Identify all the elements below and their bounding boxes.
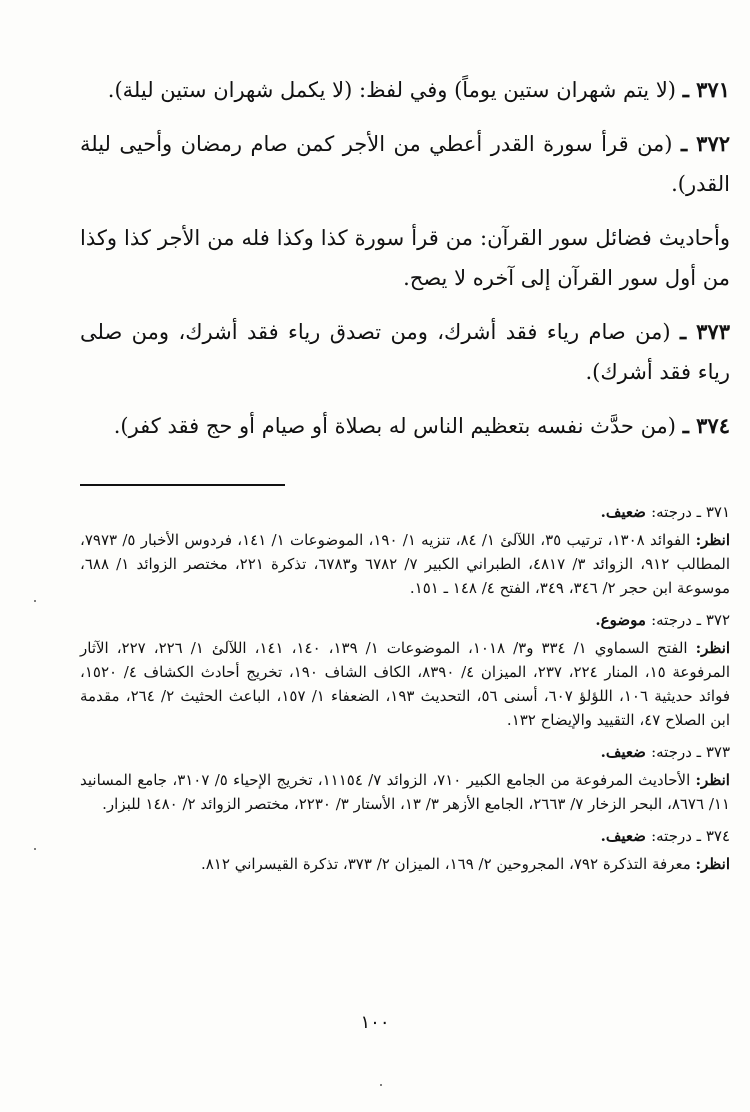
- paragraph-text: (من حدَّث نفسه بتعظيم الناس له بصلاة أو صيام أو حج فقد كفر).: [113, 414, 683, 438]
- paragraph-text: (من صام رياء فقد أشرك، ومن تصدق رياء فقد أشرك، ومن صلى رياء فقد أشرك).: [80, 320, 730, 384]
- footnote-number: ٣٧٤ ـ درجته:: [651, 827, 730, 845]
- footnote-grade: ضعيف.: [600, 503, 652, 521]
- footnotes: [80, 500, 730, 876]
- footnote-divider: [80, 484, 285, 486]
- paragraph-text: (لا يتم شهران ستين يوماً) وفي لفظ: (لا يكمل شهران ستين ليلة).: [107, 78, 683, 102]
- hadith-number: ٣٧٤ ـ: [682, 413, 730, 438]
- footnote-grade: ضعيف.: [600, 827, 652, 845]
- paragraph-fadail: [80, 218, 730, 298]
- paragraph-371: [80, 70, 730, 110]
- scan-speck: [380, 1084, 382, 1086]
- page-number: ١٠٠: [360, 1012, 390, 1033]
- footnote-number: ٣٧٢ ـ درجته:: [651, 611, 730, 629]
- footnote-372: [80, 608, 730, 732]
- paragraph-373: [80, 312, 730, 392]
- footnote-grade: ضعيف.: [600, 743, 652, 761]
- footnote-371: [80, 500, 730, 600]
- paragraph-374: [80, 406, 730, 446]
- hadith-number: ٣٧٢ ـ: [680, 131, 731, 156]
- hadith-number: ٣٧٣ ـ: [679, 319, 730, 344]
- page-content: [80, 70, 730, 884]
- footnote-number: ٣٧٣ ـ درجته:: [651, 743, 730, 761]
- scan-speck: [34, 600, 36, 602]
- footnote-373: [80, 740, 730, 816]
- footnote-sources: الأحاديث المرفوعة من الجامع الكبير ٧١٠، الزوائد ٧/ ١١١٥٤، تخريج الإحياء ٥/ ٣١٠٧، جامع المسانيد ١١/ ٨٦٧٦، البحر الزخار ٧/ ٢٦٦٣، الجامع الأزهر ٣/ ١٣، الأستار ٣/ ٢٢٣٠، مختصر الزوائد ٢/ ١٤٨٠ للبزار.: [80, 771, 730, 813]
- paragraph-372: [80, 124, 730, 204]
- footnote-divider-wrap: [80, 460, 730, 500]
- footnote-label: انظر:: [695, 855, 730, 873]
- footnote-374: [80, 824, 730, 876]
- footnote-label: انظر:: [695, 771, 730, 789]
- main-text: [80, 70, 730, 446]
- footnote-number: ٣٧١ ـ درجته:: [651, 503, 730, 521]
- paragraph-text: وأحاديث فضائل سور القرآن: من قرأ سورة كذا وكذا فله من الأجر كذا وكذا من أول سور القرآن إلى آخره لا يصح.: [80, 226, 730, 290]
- footnote-label: انظر:: [695, 639, 731, 657]
- hadith-number: ٣٧١ ـ: [682, 77, 730, 102]
- scan-speck: [34, 848, 36, 850]
- footnote-sources: الفوائد ١٣٠٨، ترتيب ٣٥، اللآلئ ١/ ٨٤، تنزيه ١/ ١٩٠، الموضوعات ١/ ١٤١، فردوس الأخبار ٥/ ٧٩٧٣، المطالب ٩١٢، الزوائد ٣/ ٤٨١٧، الطبراني الكبير ٧/ ٦٧٨٢ و٦٧٨٣، تذكرة ٢٢١، مختصر الزوائد ١/ ٦٨٨، موسوعة ابن حجر ٢/ ٣٤٦، ٣٤٩، الفتح ٤/ ١٤٨ ـ ١٥١.: [80, 531, 731, 597]
- footnote-label: انظر:: [695, 531, 731, 549]
- footnote-grade: موضوع.: [595, 611, 652, 629]
- footnote-sources: الفتح السماوي ١/ ٣٣٤ و٣/ ١٠١٨، الموضوعات ١/ ١٣٩، ١٤٠، ١٤١، اللآلئ ١/ ٢٢٦، ٢٢٧، الآثار المرفوعة ١٥، المنار ٢٢٤، ٢٣٧، الميزان ٤/ ٨٣٩٠، الكاف الشاف ١٩٠، تخريج أحادث الكشاف ٤/ ١٥٢٠، فوائد حديثية ١٠٦، اللؤلؤ ٦٠٧، أسنى ٥٦، التحديث ١٩٣، الضعفاء ١/ ١٥٧، الباعث الحثيث ٢/ ٢٦٤، مقدمة ابن الصلاح ٤٧، التقييد والإيضاح ١٣٢.: [80, 639, 730, 729]
- paragraph-text: (من قرأ سورة القدر أعطي من الأجر كمن صام رمضان وأحيى ليلة القدر).: [80, 132, 730, 196]
- footnote-sources: معرفة التذكرة ٧٩٢، المجروحين ٢/ ١٦٩، الميزان ٢/ ٣٧٣، تذكرة القيسراني ٨١٢.: [200, 855, 696, 873]
